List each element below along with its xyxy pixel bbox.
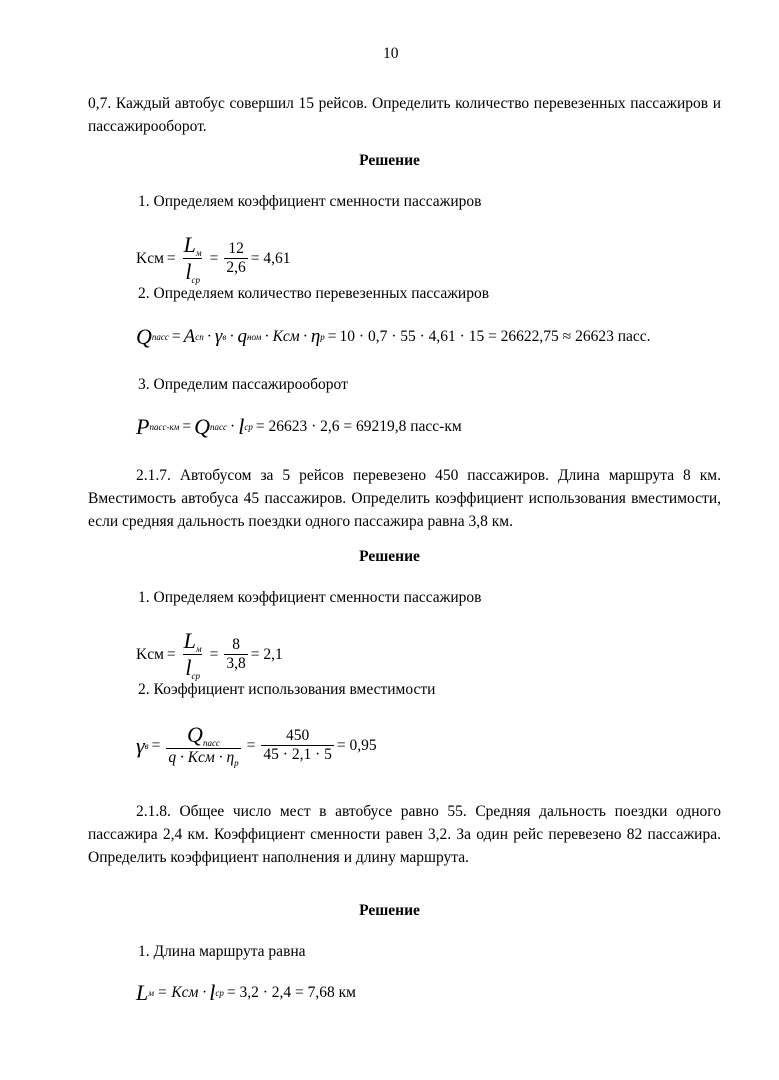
formula-ksm-1: Kсм = $\frac{L_м}{l_{ср}}$ = $\frac{12}{2,6}$ = 4,61 — [136, 232, 291, 286]
step-2-2: 2. Коэффициент использования вместимости — [138, 681, 436, 698]
step-1-3: 3. Определим пассажирооборот — [138, 376, 348, 393]
problem-2-1-7: 2.1.7. Автобусом за 5 рейсов перевезено 450 пассажиров. Длина маршрута 8 км. Вместимость автобуса 45 пассажиров. Определить коэффициент использования вместимости, если средняя дальность поездки одного пассажира равна 3,8 км. — [88, 467, 721, 530]
formula-p: P пасс-км = Q пасс · l ср = 26623 · 2,6 = 69219,8 пасс-км — [136, 414, 462, 439]
step-1-2: 2. Определяем количество перевезенных пассажиров — [138, 285, 490, 302]
formula-q: Q пасс = A сп · γ в · q ном · Kсм · η р = 10 · 0,7 · 55 · 4,61 · 15 = 26622,75 ≈ 26623 пасс. — [136, 324, 651, 349]
formula-lm: L м = Kсм · l ср = 3,2 · 2,4 = 7,68 км — [136, 980, 356, 1005]
step-1-1: 1. Определяем коэффициент сменности пассажиров — [138, 193, 482, 210]
intro-paragraph: 0,7. Каждый автобус совершил 15 рейсов. Определить количество перевезенных пассажиров и пассажирооборот. — [88, 95, 721, 135]
solution-heading-2: Решение — [359, 548, 420, 565]
formula-gamma: γ в = $\frac{Q_{пасс}}{q \cdot Kсм \cdot \eta_р}$ = $\frac{450}{45 \cdot 2,1 \cdot 5}$ = 0,95 — [136, 722, 377, 769]
solution-heading-3: Решение — [359, 902, 420, 919]
page-number: 10 — [383, 45, 399, 62]
solution-heading-1: Решение — [359, 152, 420, 169]
step-2-1: 1. Определяем коэффициент сменности пассажиров — [138, 589, 482, 606]
problem-2-1-8: 2.1.8. Общее число мест в автобусе равно 55. Средняя дальность поездки одного пассажира 2,4 км. Коэффициент сменности равен 3,2. За один рейс перевезено 82 пассажира. Определить коэффициент наполнения и длину маршрута. — [88, 803, 721, 866]
step-3-1: 1. Длина маршрута равна — [138, 943, 306, 960]
formula-ksm-2: Kсм = $\frac{L_м}{l_{ср}}$ = $\frac{8}{3,8}$ = 2,1 — [136, 628, 283, 682]
